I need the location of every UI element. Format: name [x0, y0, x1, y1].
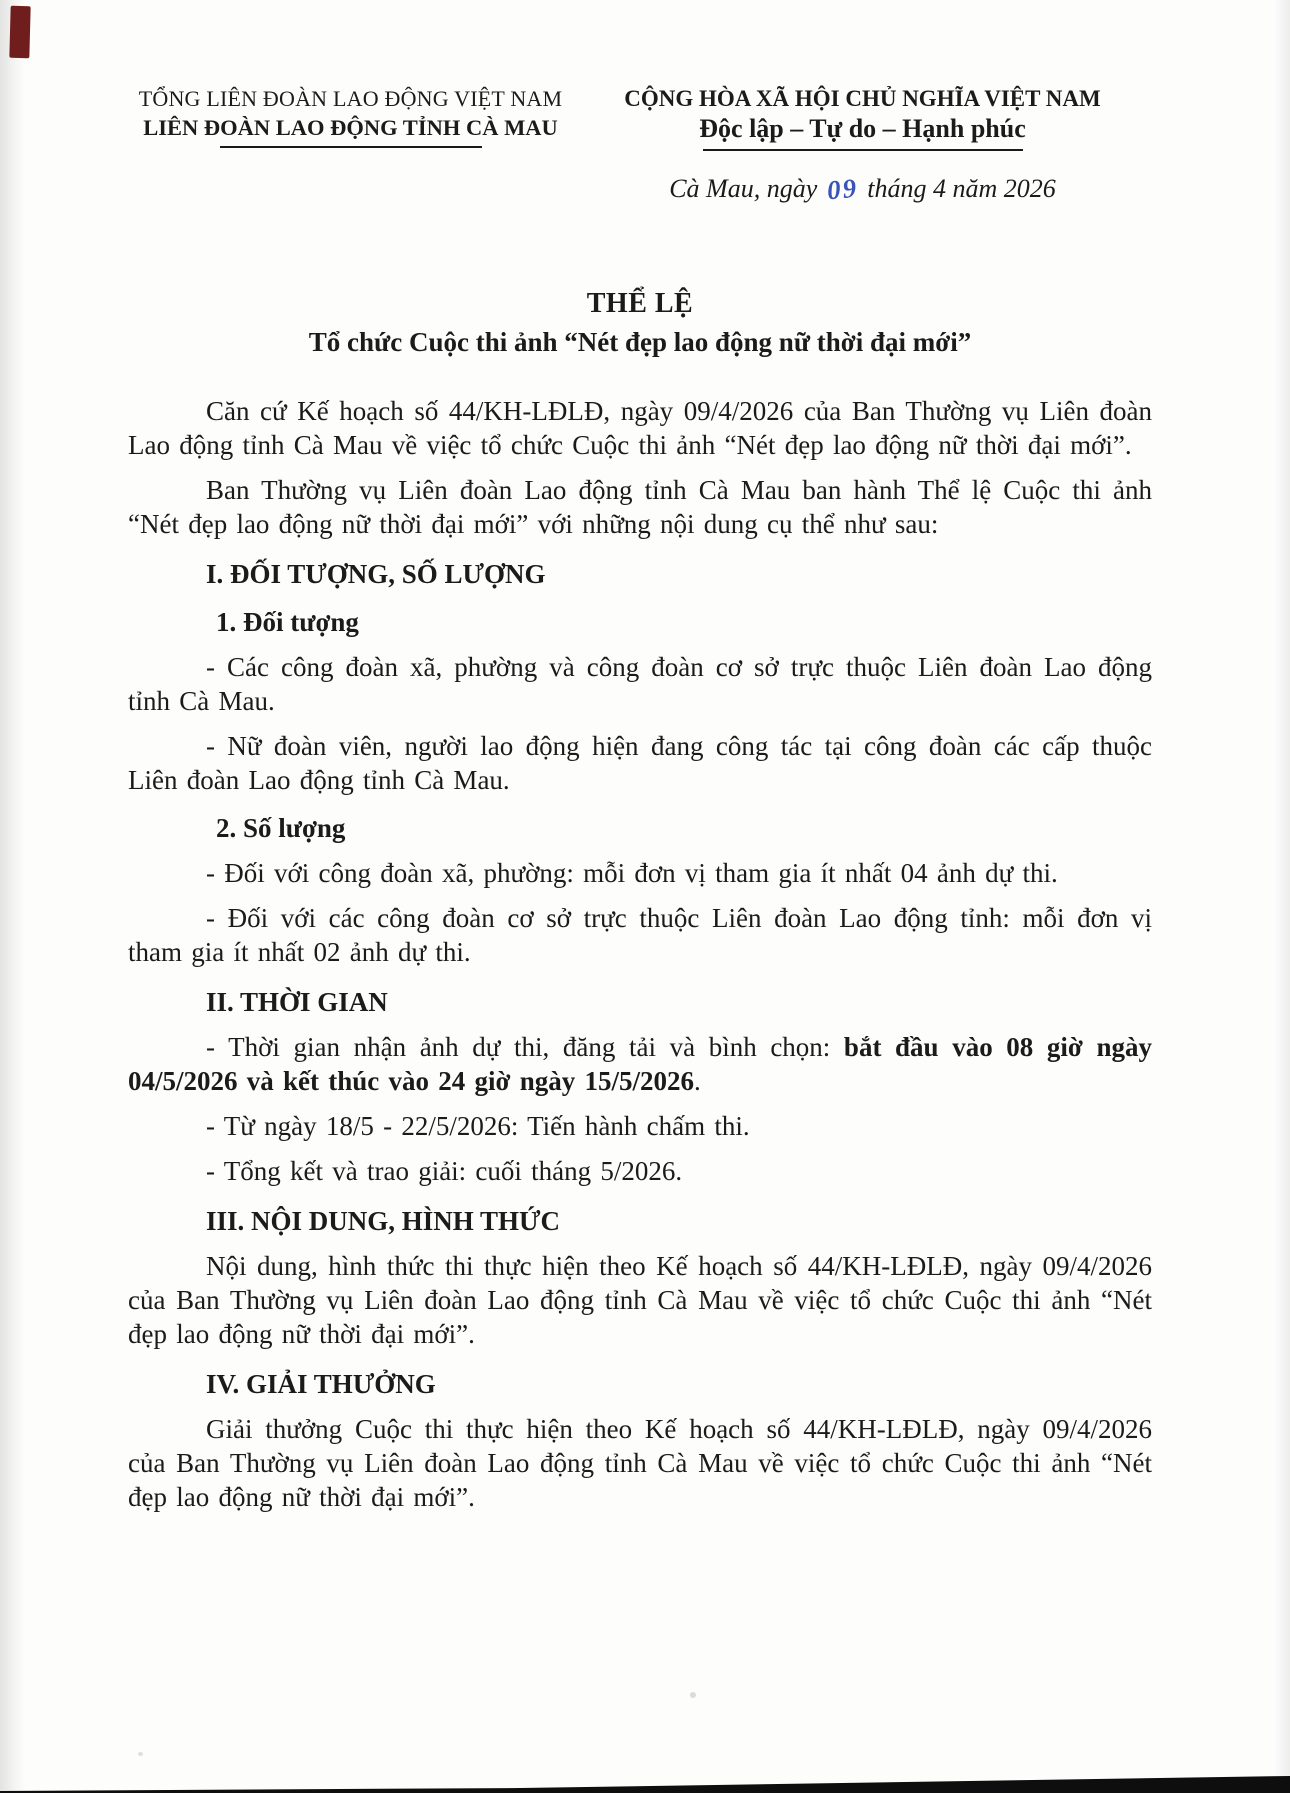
- motto-underline: [703, 149, 1023, 151]
- scan-edge-left-shadow: [0, 0, 26, 1793]
- section-1-sub-1-bullet-1: - Các công đoàn xã, phường và công đoàn cơ sở trực thuộc Liên đoàn Lao động tỉnh Cà Mau.: [128, 652, 1152, 716]
- national-motto: Độc lập – Tự do – Hạnh phúc: [699, 114, 1026, 143]
- national-title: CỘNG HÒA XÃ HỘI CHỦ NGHĨA VIỆT NAM: [624, 86, 1101, 111]
- intro-paragraph-1: Căn cứ Kế hoạch số 44/KH-LĐLĐ, ngày 09/4/2026 của Ban Thường vụ Liên đoàn Lao động tỉnh Cà Mau về việc tổ chức Cuộc thi ảnh “Nét đẹp lao động nữ thời đại mới”.: [128, 396, 1152, 460]
- section-1-sub-2-bullet-1: - Đối với công đoàn xã, phường: mỗi đơn vị tham gia ít nhất 04 ảnh dự thi.: [206, 858, 1058, 888]
- time-bullet-bold: bắt đầu vào 08 giờ ngày 04/5/2026 và kết thúc vào 24 giờ ngày 15/5/2026: [128, 1032, 1152, 1096]
- document-subtitle: Tổ chức Cuộc thi ảnh “Nét đẹp lao động nữ thời đại mới”: [308, 327, 972, 357]
- issuing-org-block: [128, 86, 573, 204]
- section-2-bullet-1: [128, 1030, 1152, 1098]
- section-1-heading: I. ĐỐI TƯỢNG, SỐ LƯỢNG: [206, 559, 546, 589]
- date-line: [573, 173, 1152, 204]
- handwritten-day: 09: [825, 172, 860, 206]
- scan-corner-mark: [9, 6, 30, 59]
- org-parent-name: TỔNG LIÊN ĐOÀN LAO ĐỘNG VIỆT NAM: [138, 86, 563, 111]
- section-3-paragraph: Nội dung, hình thức thi thực hiện theo Kế hoạch số 44/KH-LĐLĐ, ngày 09/4/2026 của Ban Thường vụ Liên đoàn Lao động tỉnh Cà Mau về việc tổ chức Cuộc thi ảnh “Nét đẹp lao động nữ thời đại mới”.: [128, 1251, 1152, 1349]
- org-underline: [220, 146, 482, 148]
- document-content: [128, 0, 1152, 1514]
- scan-edge-right-shadow: [1274, 0, 1290, 1793]
- date-prefix: Cà Mau, ngày: [669, 174, 818, 203]
- scan-bottom-bar: [0, 1767, 1290, 1793]
- scan-speck: [690, 1692, 696, 1698]
- section-2-bullet-2: - Từ ngày 18/5 - 22/5/2026: Tiến hành chấm thi.: [206, 1111, 750, 1141]
- intro-paragraph-2: Ban Thường vụ Liên đoàn Lao động tỉnh Cà Mau ban hành Thể lệ Cuộc thi ảnh “Nét đẹp lao động nữ thời đại mới” với những nội dung cụ thể như sau:: [128, 475, 1152, 539]
- section-1-sub-2-bullet-2: - Đối với các công đoàn cơ sở trực thuộc Liên đoàn Lao động tỉnh: mỗi đơn vị tham gia ít nhất 02 ảnh dự thi.: [128, 903, 1152, 967]
- section-4-paragraph: Giải thưởng Cuộc thi thực hiện theo Kế hoạch số 44/KH-LĐLĐ, ngày 09/4/2026 của Ban Thường vụ Liên đoàn Lao động tỉnh Cà Mau về việc tổ chức Cuộc thi ảnh “Nét đẹp lao động nữ thời đại mới”.: [128, 1414, 1152, 1512]
- national-header-block: [573, 86, 1152, 204]
- section-1-sub-2-heading: 2. Số lượng: [216, 813, 346, 843]
- org-name: LIÊN ĐOÀN LAO ĐỘNG TỈNH CÀ MAU: [143, 115, 558, 140]
- time-bullet-normal: - Thời gian nhận ảnh dự thi, đăng tải và bình chọn:: [206, 1032, 844, 1062]
- date-suffix: tháng 4 năm 2026: [867, 174, 1056, 203]
- section-1-sub-1-bullet-2: - Nữ đoàn viên, người lao động hiện đang công tác tại công đoàn các cấp thuộc Liên đoàn Lao động tỉnh Cà Mau.: [128, 731, 1152, 795]
- document-title: THỂ LỆ: [586, 288, 694, 319]
- section-4-heading: IV. GIẢI THƯỞNG: [206, 1369, 436, 1399]
- section-3-heading: III. NỘI DUNG, HÌNH THỨC: [206, 1206, 561, 1236]
- section-2-bullet-3: - Tổng kết và trao giải: cuối tháng 5/2026.: [206, 1156, 683, 1186]
- scan-speck: [138, 1752, 143, 1756]
- time-bullet-period: .: [693, 1066, 701, 1096]
- section-2-heading: II. THỜI GIAN: [206, 987, 388, 1017]
- document-header: [128, 86, 1152, 204]
- section-1-sub-1-heading: 1. Đối tượng: [216, 607, 359, 637]
